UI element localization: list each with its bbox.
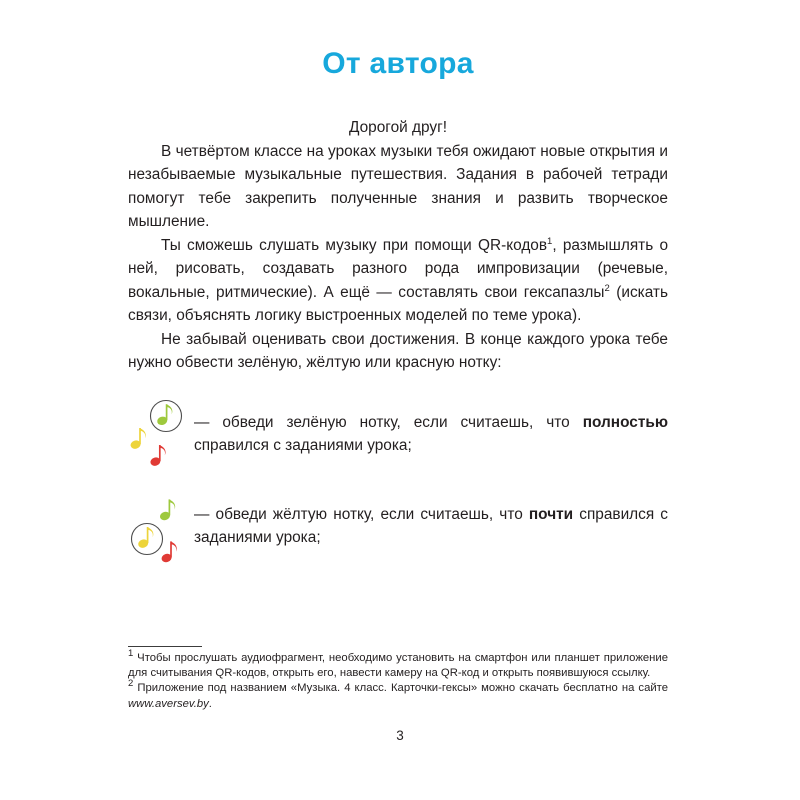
footnote-separator-rule <box>128 646 202 647</box>
footnote-1 <box>128 648 668 681</box>
yellow-note <box>130 428 146 450</box>
option-green-text-before: — обведи зелёную нотку, если считаешь, что <box>194 413 583 431</box>
option-yellow-text-after: справился с заданиями урока; <box>194 505 668 546</box>
footnote-1-marker: 1 <box>128 648 134 660</box>
red-note <box>160 541 176 563</box>
option-green-text <box>194 399 668 458</box>
option-yellow-text-before: — обведи жёлтую нотку, если считаешь, что <box>194 505 529 523</box>
music-notes-green-circled-icon <box>130 399 190 479</box>
yellow-note <box>137 527 153 549</box>
paragraph-2-part-a: Ты сможешь слушать музыку при помощи QR-кодов <box>161 236 548 254</box>
option-yellow-text-bold: почти <box>528 505 574 523</box>
paragraph-1: В четвёртом классе на уроках музыки тебя ожидают новые открытия и незабываемые музыкальные путешествия. Задания в рабочей тетради помогут тебе закрепить полученные знания и развить творческое мышление. <box>128 142 668 230</box>
green-note <box>159 499 175 521</box>
page-title: От автора <box>322 47 474 80</box>
option-green-text-bold: полностью <box>582 413 668 431</box>
green-note <box>156 404 172 426</box>
body-text-block <box>128 116 668 375</box>
red-note <box>149 445 165 467</box>
footnote-2-website: www.aversev.by <box>128 697 209 710</box>
footnote-2-text-before: Приложение под названием «Музыка. 4 класс. Карточки-гексы» можно скачать бесплатно на сайте <box>133 682 668 695</box>
footnote-1-text: Чтобы прослушать аудиофрагмент, необходимо установить на смартфон или планшет приложение для считывания QR-кодов, открыть его, навести камеру на QR-код и открыть появившуюся ссылку. <box>128 652 668 680</box>
page-number: 3 <box>396 728 404 743</box>
footnote-marker-2: 2 <box>604 282 610 294</box>
note-options-list <box>128 399 668 573</box>
footnote-marker-1: 1 <box>547 235 553 247</box>
paragraph-3: Не забывай оценивать свои достижения. В конце каждого урока тебе нужно обвести зелёную, жёлтую или красную нотку: <box>128 330 668 371</box>
option-yellow-text <box>194 491 668 550</box>
footnotes-section <box>128 646 668 712</box>
paragraph-2-part-b: , размышлять о ней, рисовать, создавать разного рода импровизации (речевые, вокальные, ритмические). А ещё — составлять свои гексапазлы <box>128 236 669 301</box>
footnote-2 <box>128 678 668 711</box>
option-row-yellow <box>128 491 668 573</box>
footnote-2-marker: 2 <box>128 678 134 690</box>
music-notes-yellow-circled-icon <box>130 491 190 571</box>
paragraph-2-part-c: (искать связи, объяснять логику выстроенных моделей по теме урока). <box>128 283 669 324</box>
paragraph-2 <box>128 234 668 328</box>
option-row-green <box>128 399 668 481</box>
salutation: Дорогой друг! <box>349 119 447 136</box>
option-green-text-after: справился с заданиями урока; <box>194 437 412 454</box>
footnote-2-text-after: . <box>208 697 212 710</box>
page-content <box>128 0 668 583</box>
